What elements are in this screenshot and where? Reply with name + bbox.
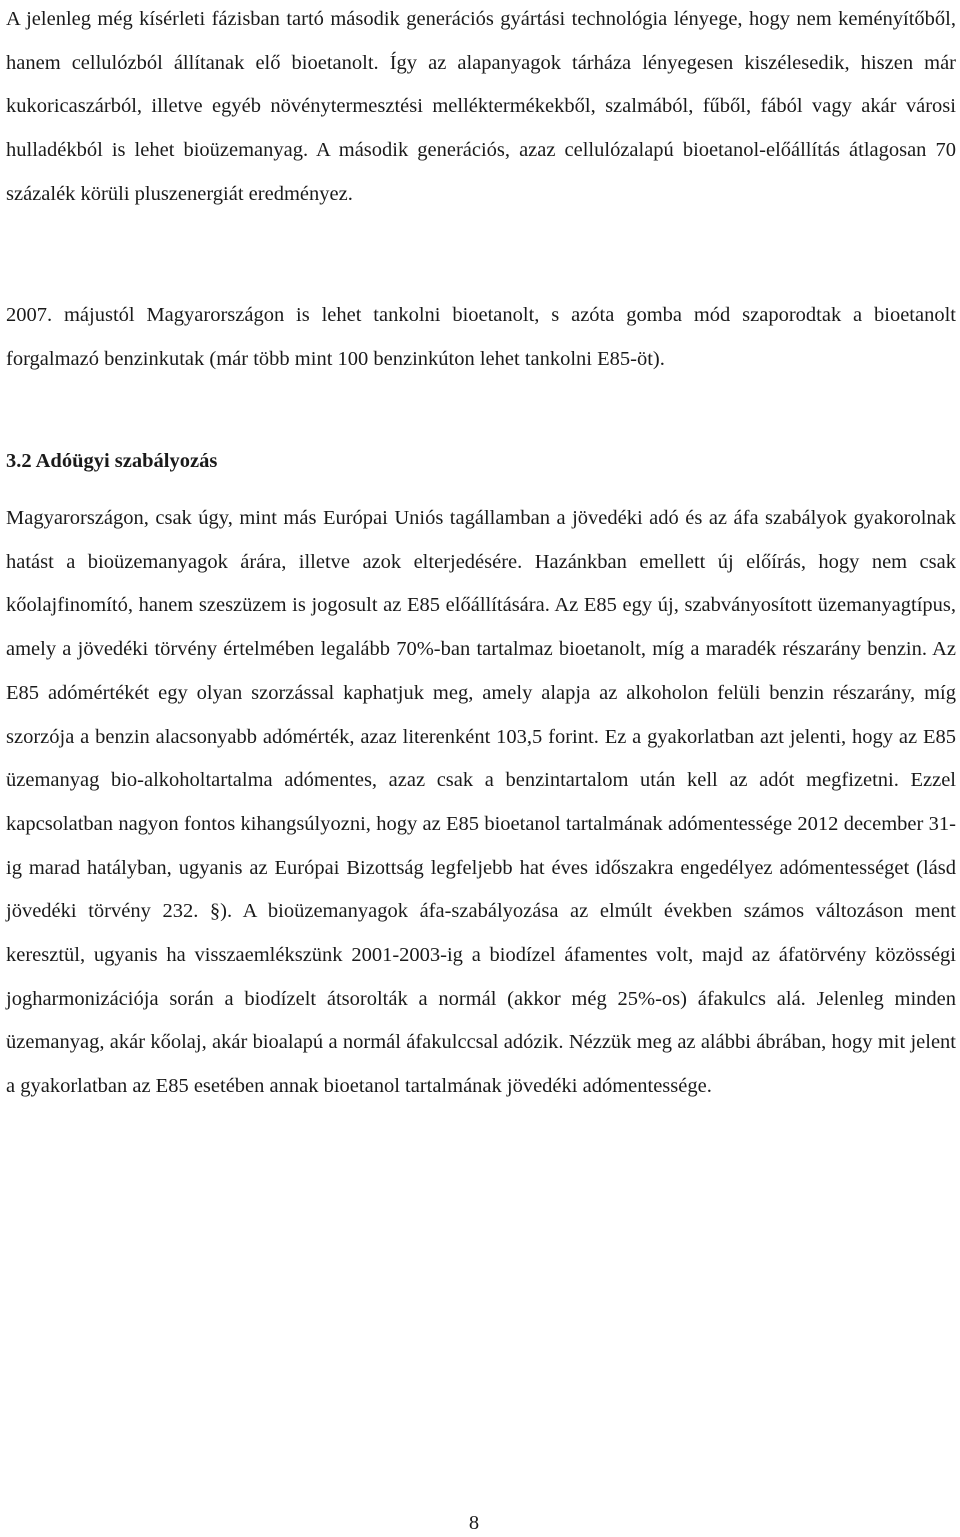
paragraph-second-generation: A jelenleg még kísérleti fázisban tartó második generációs gyártási technológia lényege, hogy nem keményítőből, hanem cellulózból állítanak elő bioetanolt. Így az alapanyagok tárháza lényegesen kiszélesedik, hiszen már kukoricaszárból, illetve egyéb növénytermesztési melléktermékekből, szalmából, fűből, fából vagy akár városi hulladékból is lehet bioüzemanyag. A második generációs, azaz cellulózalapú bioetanol-előállítás átlagosan 70 százalék körüli pluszenergiát eredményez.	[6, 8, 956, 205]
paragraph-tax-regulation: Magyarországon, csak úgy, mint más Európai Uniós tagállamban a jövedéki adó és az áfa szabályok gyakorolnak hatást a bioüzemanyagok árára, illetve azok elterjedésére. Hazánkban emellett új előírás, hogy nem csak kőolajfinomító, hanem szeszüzem is jogosult az E85 előállítására. Az E85 egy új, szabványosított üzemanyagtípus, amely a jövedéki törvény értelmében legalább 70%-ban tartalmaz bioetanolt, míg a maradék részarány benzin. Az E85 adómértékét egy olyan szorzással kaphatjuk meg, amely alapja az alkoholon felüli benzin részarány, míg szorzója a benzin alacsonyabb adómérték, azaz literenként 103,5 forint. Ez a gyakorlatban azt jelenti, hogy az E85 üzemanyag bio-alkoholtartalma adómentes, azaz csak a benzintartalom után kell az adót megfizetni. Ezzel kapcsolatban nagyon fontos kihangsúlyozni, hogy az E85 bioetanol tartalmának adómentessége 2012 december 31-ig marad hatályban, ugyanis az Európai Bizottság legfeljebb hat éves időszakra engedélyez adómentességet (lásd jövedéki törvény 232. §). A bioüzemanyagok áfa-szabályozása az elmúlt években számos változáson ment keresztül, ugyanis ha visszaemlékszünk 2001-2003-ig a biodízel áfamentes volt, majd az áfatörvény közösségi jogharmonizációja során a biodízelt átsorolták a normál (akkor még 25%-os) áfakulcs alá. Jelenleg minden üzemanyag, akár kőolaj, akár bioalapú a normál áfakulccsal adózik. Nézzük meg az alábbi ábrában, hogy mit jelent a gyakorlatban az E85 esetében annak bioetanol tartalmának jövedéki adómentessége.	[6, 507, 956, 1098]
page-number: 8	[468, 1512, 480, 1534]
paragraph-e85-availability: 2007. májustól Magyarországon is lehet tankolni bioetanolt, s azóta gomba mód szaporodtak a bioetanolt forgalmazó benzinkutak (már több mint 100 benzinkúton lehet tankolni E85-öt).	[6, 304, 956, 370]
section-heading: 3.2 Adóügyi szabályozás	[6, 450, 218, 472]
